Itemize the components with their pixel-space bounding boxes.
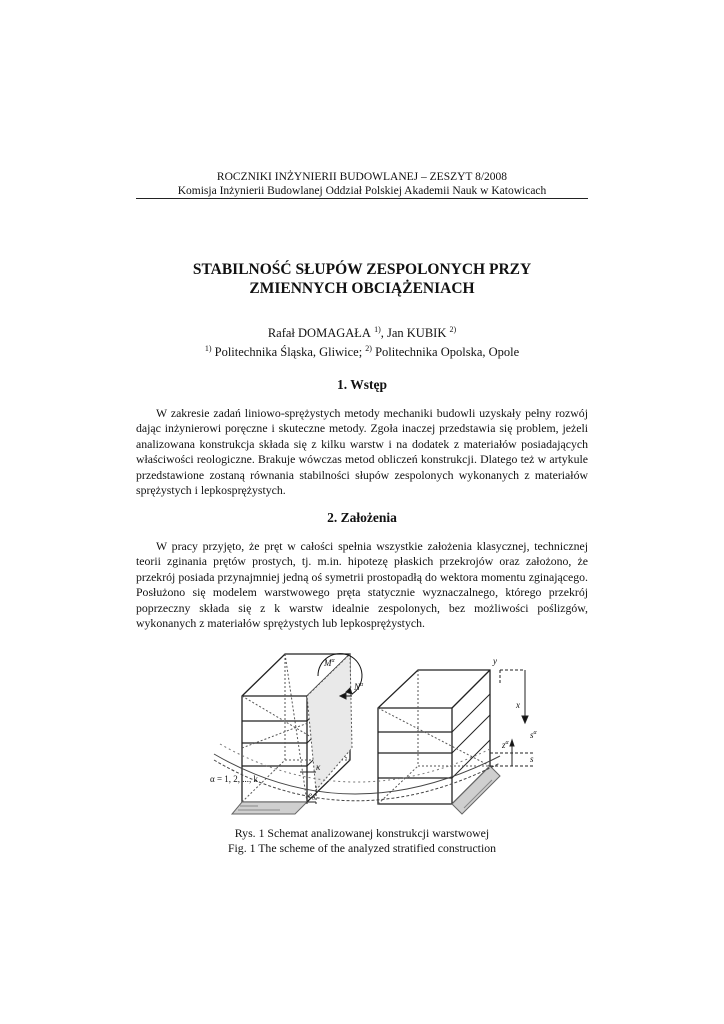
y-axis-label: y xyxy=(493,656,497,666)
axial-force-label: $N^\alpha$ xyxy=(354,682,364,692)
affiliation-2: Politechnika Opolska, Opole xyxy=(371,345,520,360)
section-heading-intro: 1. Wstęp xyxy=(336,377,387,392)
moment-label: $M^\alpha$ xyxy=(324,658,335,668)
author-1-sup: 1) xyxy=(374,325,381,334)
eccentricity-label: $e_0$ xyxy=(308,790,315,802)
title-line-1: STABILNOŚĆ SŁUPÓW ZESPOLONYCH PRZY xyxy=(192,261,532,278)
layered-column-figure xyxy=(200,648,600,820)
affiliation-2-sup: 2) xyxy=(365,344,372,354)
curvature-label: κ xyxy=(316,762,321,772)
header-rule xyxy=(136,198,588,199)
section-text-assumptions: W pracy przyjęto, że pręt w całości spełnia wszystkie założenia klasycznej, technicznej teorii zginania prętów prostych, tj. m.in. hipotezę płaskich przekrojów oraz założono, że przekrój posiada przynajmniej jedną oś symetrii prostopadłą do wektora momentu zginającego. Posłużono się modelem warstwowego pręta statycznie wyznaczalnego, którego przekrój poprzeczny składa się z k warstw idealnie zespolonych, bez możliwości poślizgów, wykonanych z materiałów sprężystych lub lepkosprężystych. xyxy=(136,539,588,631)
x-axis-label: x xyxy=(516,700,520,710)
left-support xyxy=(232,802,307,814)
affiliation-1: Politechnika Śląska, Gliwice; xyxy=(211,345,366,360)
author-separator: , xyxy=(380,326,387,341)
alpha-range-label: α = 1, 2, ..., k xyxy=(210,774,259,784)
author-1: Rafał DOMAGAŁA xyxy=(267,326,371,341)
title-line-2: ZMIENNYCH OBCIĄŻENIACH xyxy=(249,280,475,297)
author-block xyxy=(136,322,588,360)
right-support xyxy=(452,766,500,814)
paper-title xyxy=(136,260,588,298)
author-2: Jan KUBIK xyxy=(386,326,447,341)
section-heading-assumptions: 2. Założenia xyxy=(327,510,397,525)
s-label: s xyxy=(530,754,534,764)
section-text-intro: W zakresie zadań liniowo-sprężystych metody mechaniki budowli uzyskały pełny rozwój dając inżynierowi poręczne i skuteczne metody. Zgoła inaczej przedstawia się problem, jeżeli analizowana konstrukcja składa się z kilku warstw i na dodatek z materiałów posiadających właściwości reologiczne. Brakuje wówczas metod obliczeń konstrukcji. Dlatego też w artykule przedstawione zostaną równania stabilności słupów zespolonych wykonanych z materiałów sprężystych i lepkosprężystych. xyxy=(136,406,588,498)
s-alpha-label: $s^\alpha$ xyxy=(530,730,537,740)
caption-polish: Rys. 1 Schemat analizowanej konstrukcji warstwowej xyxy=(234,826,490,840)
author-names xyxy=(136,322,588,341)
caption-english: Fig. 1 The scheme of the analyzed stratified construction xyxy=(227,841,497,855)
author-2-sup: 2) xyxy=(449,325,457,334)
figure-caption xyxy=(136,826,588,856)
reference-axes xyxy=(490,670,535,766)
deformed-section xyxy=(307,654,352,790)
z-alpha-label: $z^\alpha$ xyxy=(502,740,509,750)
journal-line: ROCZNIKI INŻYNIERII BUDOWLANEJ – ZESZYT 8/2008 xyxy=(216,171,508,183)
journal-header xyxy=(136,170,588,198)
affiliations xyxy=(136,341,588,360)
organization-line: Komisja Inżynierii Budowlanej Oddział Polskiej Akademii Nauk w Katowicach xyxy=(177,185,547,197)
affiliation-1-sup: 1) xyxy=(204,344,212,354)
